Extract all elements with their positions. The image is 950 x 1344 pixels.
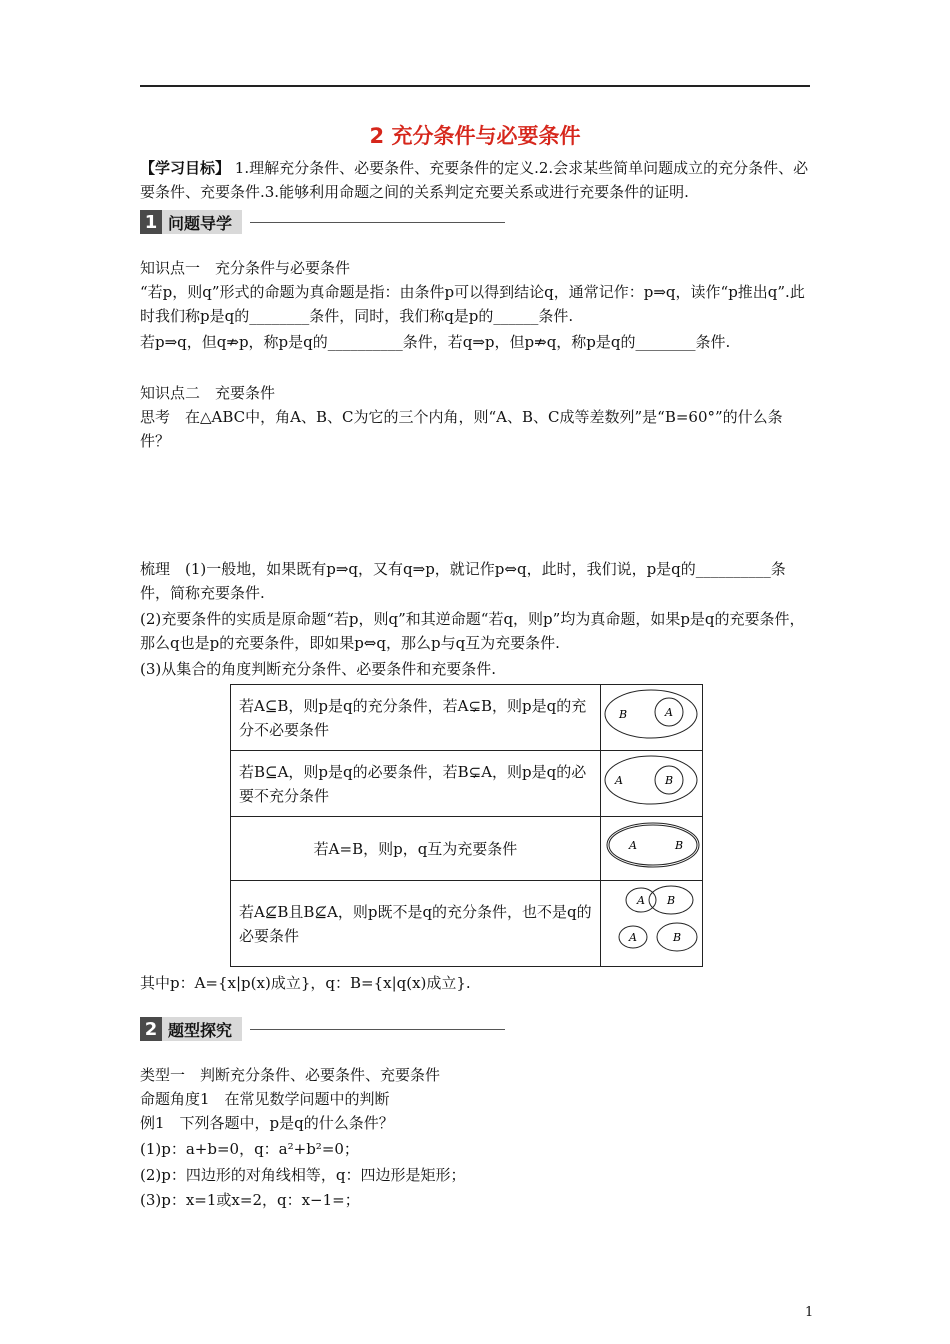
svg-text:A: A [615,774,623,787]
section-label: 问题导学 [162,210,242,234]
svg-text:A: A [629,839,637,852]
table-cell-text: 若A⊈B且B⊈A，则p既不是q的充分条件，也不是q的必要条件 [231,881,601,967]
kp2-think: 思考 在△ABC中，角A、B、C为它的三个内角，则“A、B、C成等差数列”是“B=60°”的什么条件？ [140,408,783,450]
svg-text:A: A [629,931,637,944]
learning-objectives [140,157,812,204]
venn-subset-b-in-a [601,751,703,817]
venn-subset-a-in-b [601,685,703,751]
svg-text:B: B [619,708,628,721]
venn-neither [601,881,703,967]
example-1-q1: (1)p：a+b=0，q：a²+b²=0； [140,1140,359,1158]
type1-angle: 命题角度1 在常见数学问题中的判断 [140,1090,390,1108]
kp2-sort2: (2)充要条件的实质是原命题“若p，则q”和其逆命题“若q，则p”均为真命题，如果p是q的充要条件，那么q也是p的充要条件，即如果p⇔q，那么p与q互为充要条件. [140,610,805,652]
example-1: 例1 下列各题中，p是q的什么条件？ [140,1114,394,1132]
page-title: 2 充分条件与必要条件 [369,124,581,148]
type1-heading: 类型一 判断充分条件、必要条件、充要条件 [140,1066,441,1084]
svg-text:A: A [637,894,645,907]
example-1-q3: (3)p：x=1或x=2，q：x−1=； [140,1191,360,1209]
kp1-line2: 若p⇒q，但q⇏p，称p是q的__________条件，若q⇒p，但p⇏q，称p是q的________条件. [140,333,731,351]
kp2-sort1: 梳理 (1)一般地，如果既有p⇒q，又有q⇒p，就记作p⇔q，此时，我们说，p是q的__________条件，简称充要条件. [140,560,786,602]
svg-text:B: B [675,839,684,852]
table-row [231,685,703,751]
table-cell-text: 若A⊆B，则p是q的充分条件，若A⊊B，则p是q的充分不必要条件 [231,685,601,751]
page-number: 1 [805,1305,814,1320]
table-row [231,751,703,817]
venn-equal-sets [601,817,703,881]
table-row [231,817,703,881]
table-row [231,881,703,967]
svg-text:B: B [665,774,674,787]
kp2-heading: 知识点二 充要条件 [140,384,276,402]
section-number: 1 [140,210,162,234]
set-relation-table [230,684,703,967]
example-1-q2: (2)p：四边形的对角线相等，q：四边形是矩形； [140,1166,466,1184]
set-definition-note: 其中p：A={x|p(x)成立}，q：B={x|q(x)成立}. [140,974,471,992]
section-rule [250,1029,505,1030]
kp2-sort3: (3)从集合的角度判断充分条件、必要条件和充要条件. [140,660,497,678]
section-header-1 [140,210,505,234]
objectives-text: 1.理解充分条件、必要条件、充要条件的定义.2.会求某些简单问题成立的充分条件、必要条件、充要条件.3.能够利用命题之间的关系判定充要关系或进行充要条件的证明. [140,159,809,201]
svg-text:B: B [673,931,682,944]
table-cell-text: 若A=B，则p，q互为充要条件 [231,817,601,881]
section-rule [250,222,505,223]
section-header-2 [140,1017,505,1041]
objectives-label: 【学习目标】 [140,159,231,177]
header-rule [140,85,810,87]
kp1-line1: “若p，则q”形式的命题为真命题是指：由条件p可以得到结论q，通常记作：p⇒q，读作“p推出q”.此时我们称p是q的________条件，同时，我们称q是p的______条件. [140,283,805,325]
svg-text:A: A [665,706,673,719]
table-cell-text: 若B⊆A，则p是q的必要条件，若B⊊A，则p是q的必要不充分条件 [231,751,601,817]
kp1-heading: 知识点一 充分条件与必要条件 [140,259,351,277]
section-label: 题型探究 [162,1017,242,1041]
section-number: 2 [140,1017,162,1041]
svg-text:B: B [667,894,676,907]
